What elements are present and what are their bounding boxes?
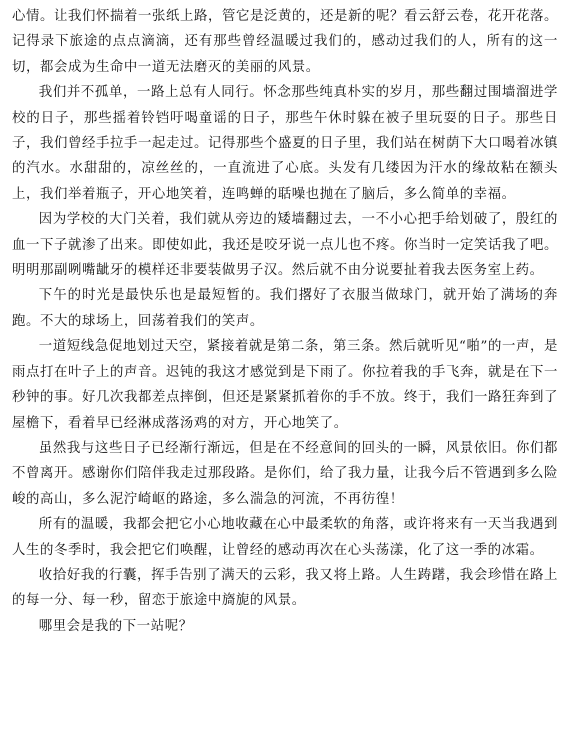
paragraph-1: 心情。让我们怀揣着一张纸上路，管它是泛黄的，还是新的呢？看云舒云卷，花开花落。记得录下旅途的点点滴滴，还有那些曾经温暖过我们的，感动过我们的人，所有的这一切，都会成为生命中一道无法磨灭的美丽的风景。 <box>12 9 558 75</box>
paragraph-7: 所有的温暖，我都会把它小心地收藏在心中最柔软的角落，或许将来有一天当我遇到人生的冬季时，我会把它们唤醒，让曾经的感动再次在心头荡漾，化了这一季的冰霜。 <box>12 517 558 558</box>
paragraph-4: 下午的时光是最快乐也是最短暂的。我们撂好了衣服当做球门，就开始了满场的奔跑。不大的球场上，回荡着我们的笑声。 <box>12 288 558 329</box>
paragraph-2: 我们并不孤单，一路上总有人同行。怀念那些纯真朴实的岁月，那些翻过围墙溜进学校的日子，那些摇着铃铛吁喝童谣的日子，那些午休时躲在被子里玩耍的日子。那些日子，我们曾经手拉手一起走过。记得那些个盛夏的日子里，我们站在树荫下大口喝着冰镇的汽水。水甜甜的，凉丝丝的，一直流进了心底。头发有几缕因为汗水的缘故粘在额头上，我们举着瓶子，开心地笑着，连鸣蝉的聒噪也抛在了脑后，多么简单的幸福。 <box>12 85 558 202</box>
paragraph-5: 一道短线急促地划过天空，紧接着就是第二条，第三条。然后就听见“啪”的一声，是雨点打在叶子上的声音。迟钝的我这才感觉到是下雨了。你拉着我的手飞奔，就是在下一秒钟的事。好几次我都差点摔倒，但还是紧紧抓着你的手不放。终于，我们一路狂奔到了屋檐下，看着早已经淋成落汤鸡的对方，开心地笑了。 <box>12 339 558 431</box>
paragraph-9: 哪里会是我的下一站呢？ <box>38 618 193 634</box>
paragraph-3: 因为学校的大门关着，我们就从旁边的矮墙翻过去，一不小心把手给划破了，殷红的血一下子就渗了出来。即使如此，我还是咬牙说一点儿也不疼。你当时一定笑话我了吧。明明那副咧嘴龇牙的模样还非要装做男子汉。然后就不由分说要扯着我去医务室上药。 <box>12 212 558 279</box>
paragraph-8: 收拾好我的行囊，挥手告别了满天的云彩，我又将上路。人生踌躇，我会珍惜在路上的每一分、每一秒，留恋于旅途中旖旎的风景。 <box>12 567 558 609</box>
paragraph-6: 虽然我与这些日子已经渐行渐远，但是在不经意间的回头的一瞬，风景依旧。你们都不曾离开。感谢你们陪伴我走过那段路。是你们，给了我力量，让我今后不管遇到多么险峻的高山，多么泥泞崎岖的路途，多么湍急的河流，不再彷徨！ <box>12 440 558 507</box>
